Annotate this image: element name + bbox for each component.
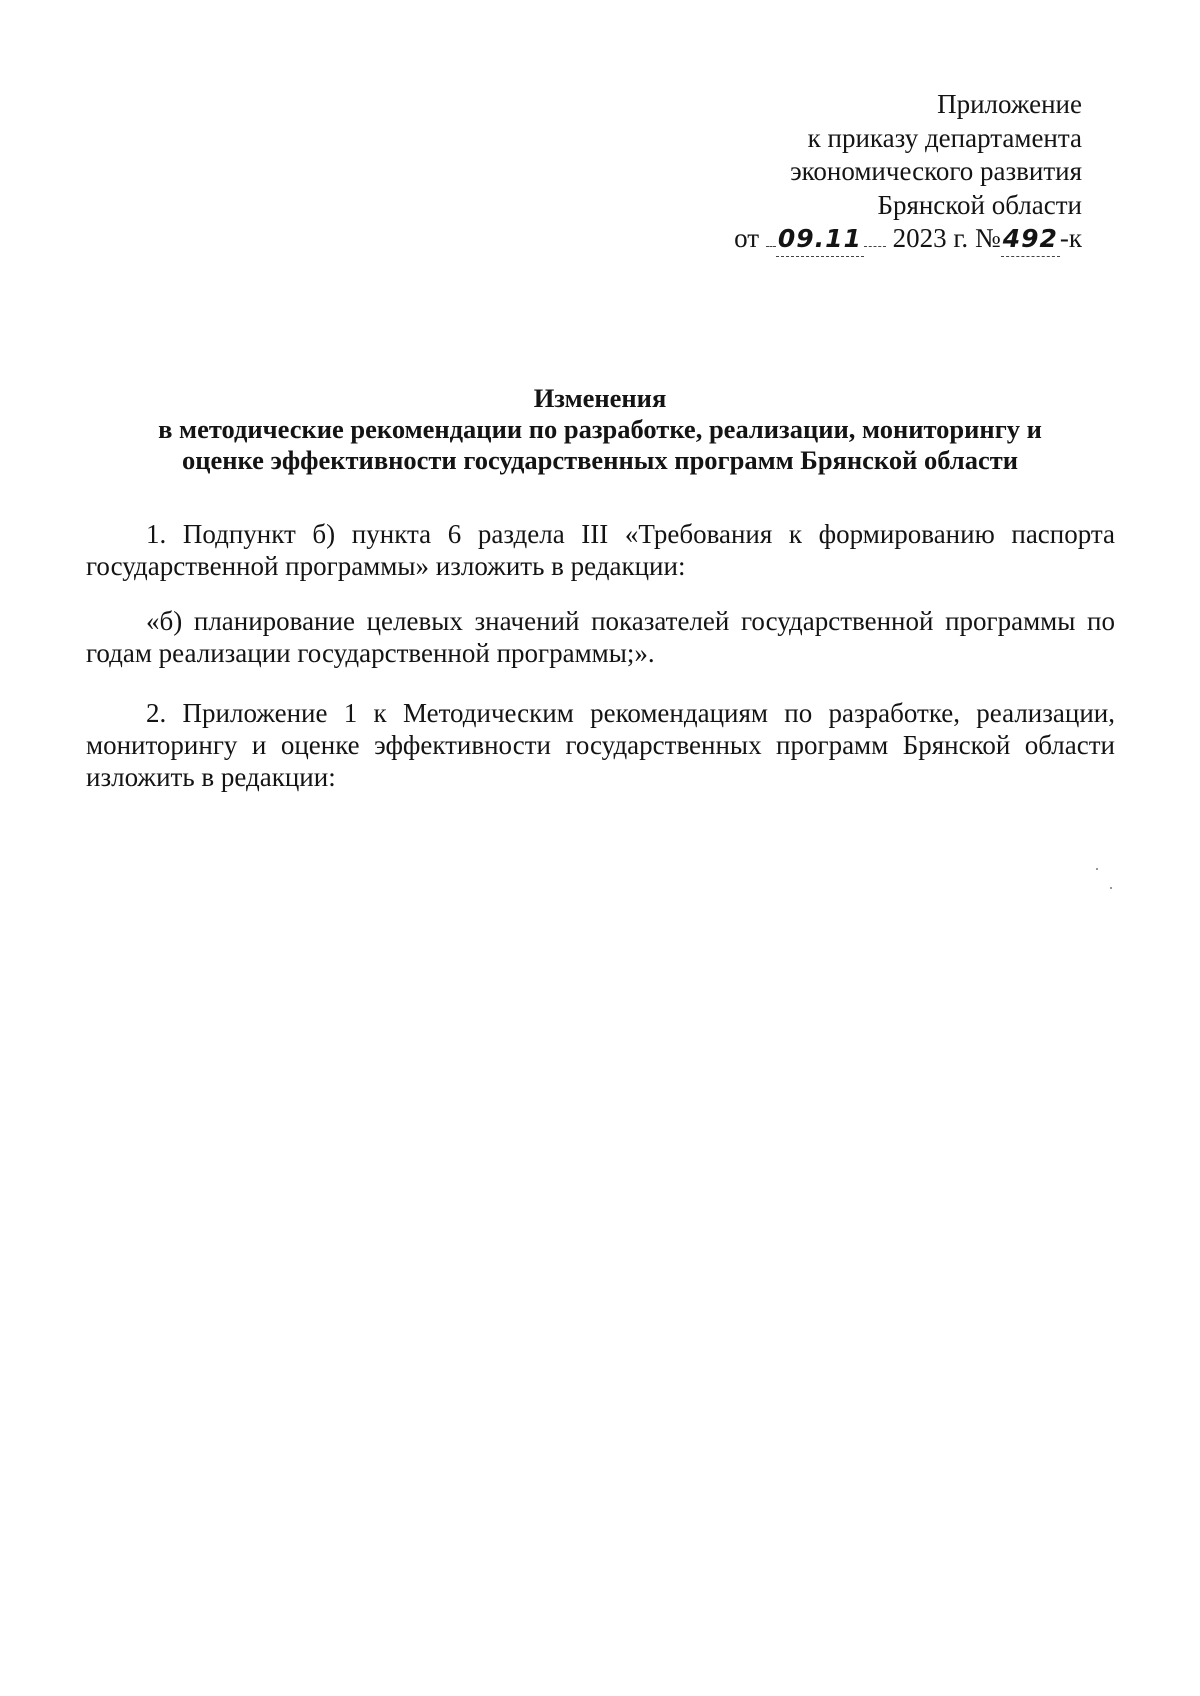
appendix-header [734, 88, 1082, 257]
number-sign: № [974, 223, 1001, 253]
paragraph-2: «б) планирование целевых значений показателей государственной программы по годам реализации государственной программы;». [86, 606, 1115, 668]
date-blank-right [864, 226, 886, 247]
document-title [80, 383, 1120, 476]
appendix-title: Приложение [937, 89, 1082, 119]
handwritten-number: 492 [1001, 222, 1060, 257]
scan-speck [1096, 868, 1098, 870]
order-date-line [734, 222, 1082, 257]
order-year: 2023 г. [892, 223, 969, 253]
date-blank-left [766, 226, 776, 247]
appendix-order-ref: к приказу департамента [807, 122, 1082, 153]
number-suffix: -к [1059, 223, 1082, 253]
paragraph-3: 2. Приложение 1 к Методическим рекомендациям по разработке, реализации, мониторингу и оценке эффективности государственных программ Брянской области изложить в редакции: [86, 698, 1115, 792]
paragraph-1: 1. Подпункт б) пункта 6 раздела III «Требования к формированию паспорта государственной программы» изложить в редакции: [86, 519, 1115, 581]
scan-speck [1110, 887, 1112, 889]
date-prefix: от [734, 223, 760, 253]
title-line-3: оценке эффективности государственных программ Брянской области [182, 445, 1018, 475]
title-heading: Изменения [533, 383, 667, 413]
handwritten-date: 09.11 [776, 222, 864, 257]
appendix-region: Брянской области [877, 189, 1082, 220]
appendix-department: экономического развития [790, 156, 1082, 186]
title-line-2: в методические рекомендации по разработке, реализации, мониторингу и [158, 414, 1042, 444]
